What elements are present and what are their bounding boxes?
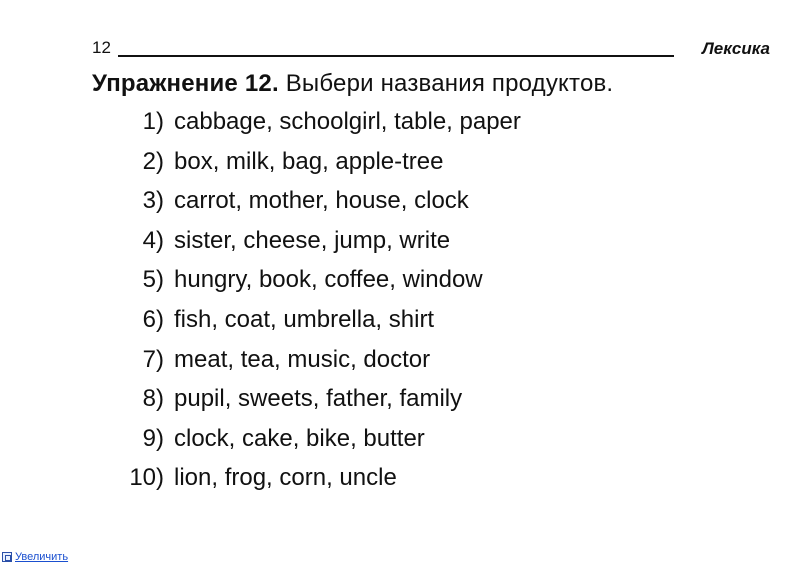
item-words: cabbage, schoolgirl, table, paper bbox=[174, 108, 521, 135]
item-number: 5) bbox=[142, 266, 164, 294]
item-words: carrot, mother, house, clock bbox=[174, 187, 469, 215]
list-item bbox=[0, 227, 800, 267]
header-rule bbox=[118, 55, 674, 57]
exercise-label: Упражнение 12. bbox=[92, 70, 279, 97]
list-item bbox=[0, 266, 800, 306]
list-item bbox=[0, 187, 800, 227]
item-number: 1) bbox=[142, 108, 164, 135]
item-words: pupil, sweets, father, family bbox=[174, 385, 463, 413]
list-item bbox=[0, 464, 800, 504]
item-number: 3) bbox=[142, 187, 164, 215]
word-list bbox=[0, 108, 800, 504]
list-item bbox=[0, 108, 800, 148]
page-number: 12 bbox=[92, 38, 111, 57]
item-number: 8) bbox=[142, 385, 164, 413]
item-words: sister, cheese, jump, write bbox=[174, 226, 451, 254]
exercise-heading bbox=[92, 70, 613, 98]
exercise-instruction: Выбери названия продуктов. bbox=[285, 70, 614, 97]
item-number: 7) bbox=[142, 345, 164, 373]
item-number: 2) bbox=[142, 147, 164, 175]
item-words: hungry, book, coffee, window bbox=[174, 266, 483, 294]
item-number: 10) bbox=[129, 464, 164, 492]
item-words: clock, cake, bike, butter bbox=[174, 424, 425, 452]
list-item bbox=[0, 385, 800, 425]
zoom-icon[interactable] bbox=[2, 552, 12, 562]
item-words: fish, coat, umbrella, shirt bbox=[174, 305, 435, 333]
zoom-link[interactable]: Увеличить bbox=[15, 551, 69, 563]
list-item bbox=[0, 306, 800, 346]
item-words: lion, frog, corn, uncle bbox=[174, 464, 397, 492]
item-number: 6) bbox=[142, 305, 164, 333]
list-item bbox=[0, 346, 800, 386]
item-words: meat, tea, music, doctor bbox=[174, 345, 431, 373]
zoom-control bbox=[2, 551, 68, 563]
item-words: box, milk, bag, apple-tree bbox=[174, 147, 444, 175]
page-header bbox=[92, 36, 770, 62]
item-number: 9) bbox=[142, 424, 164, 452]
list-item bbox=[0, 148, 800, 188]
list-item bbox=[0, 425, 800, 465]
section-title: Лексика bbox=[702, 39, 770, 58]
item-number: 4) bbox=[142, 226, 164, 254]
